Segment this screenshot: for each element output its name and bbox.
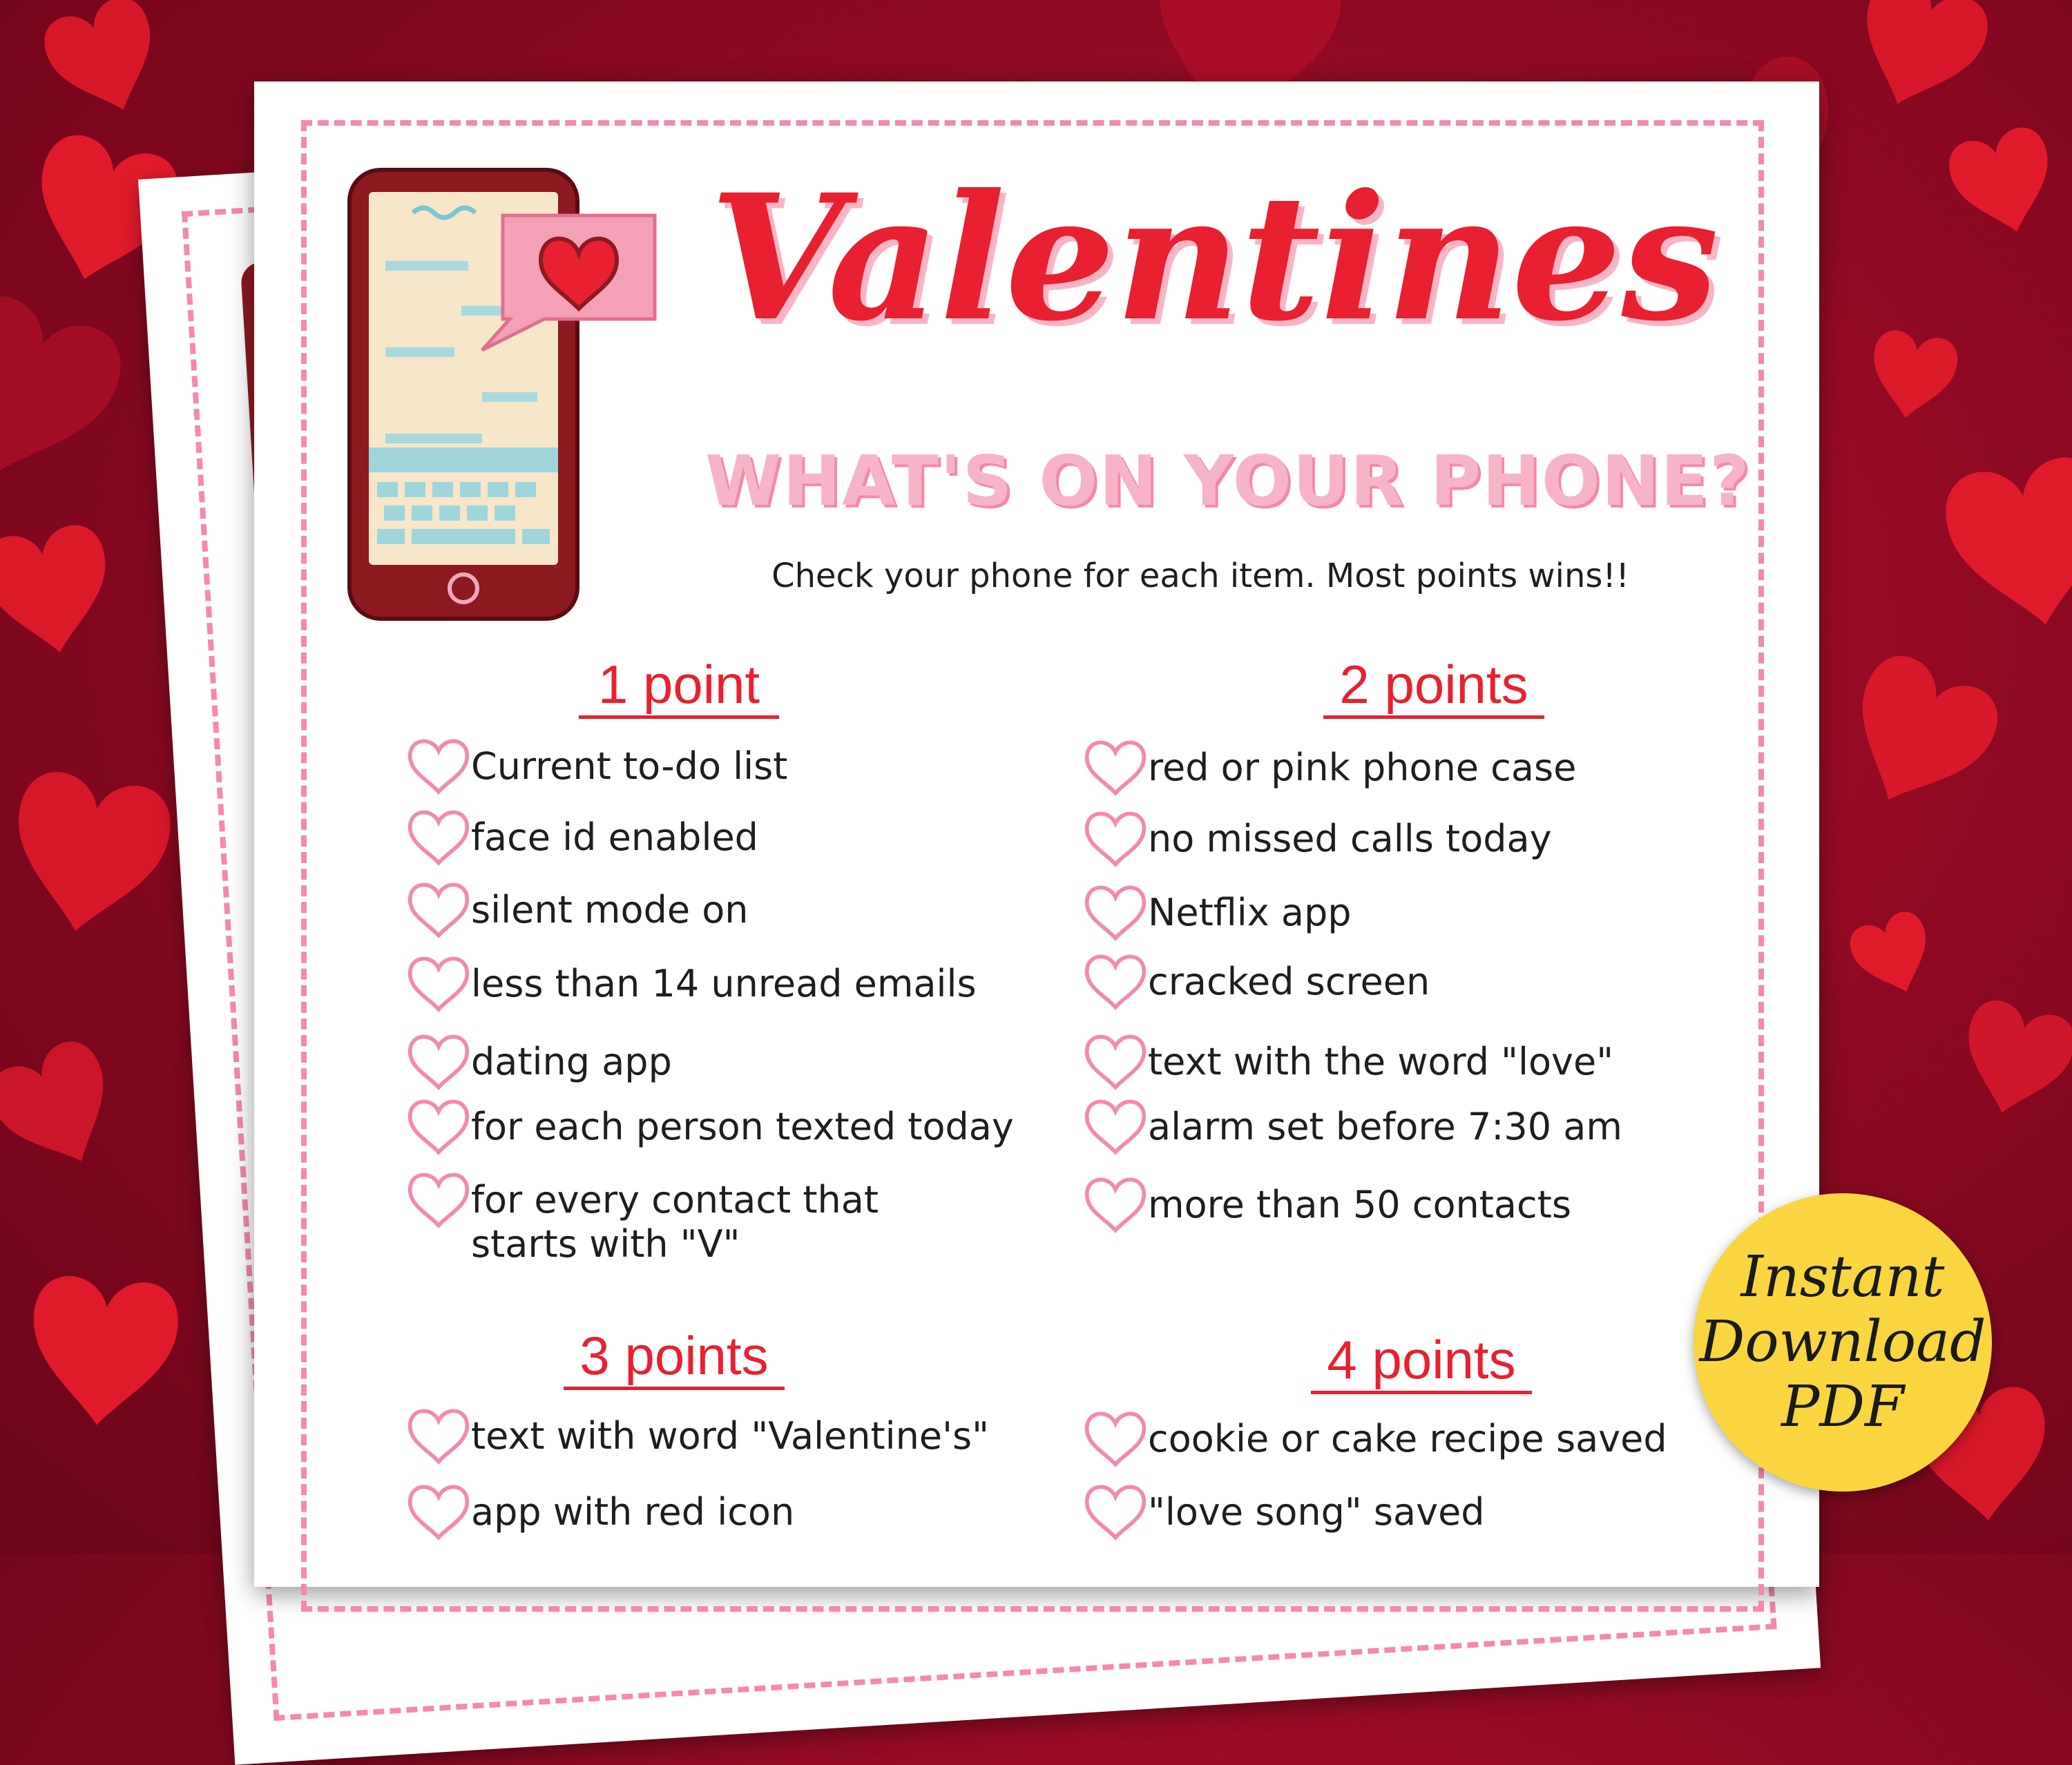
list-item[interactable] [1083,1490,1485,1543]
item-label: for every contact that starts with "V" [471,1178,879,1266]
list-item[interactable] [406,1040,672,1092]
list-item[interactable] [1083,817,1552,869]
heart-outline-icon[interactable] [406,1095,471,1157]
list-item[interactable] [406,1105,1014,1157]
list-item[interactable] [1083,746,1576,798]
section-title-3-points: 3 points [564,1324,785,1390]
badge-line-1: Instant [1740,1244,1945,1310]
heart-outline-icon[interactable] [406,735,471,797]
heart-outline-icon[interactable] [1083,807,1148,869]
badge-line-2: Download [1699,1309,1986,1375]
item-label: Current to-do list [471,744,788,788]
game-sheet [254,81,1819,1587]
heart-outline-icon[interactable] [1083,881,1148,943]
heart-outline-icon[interactable] [1083,1173,1148,1235]
section-title-4-points: 4 points [1311,1329,1532,1394]
item-label: cracked screen [1148,960,1430,1003]
item-label: alarm set before 7:30 am [1148,1105,1622,1148]
item-label: for each person texted today [471,1105,1014,1148]
heart-outline-icon[interactable] [1083,1481,1148,1543]
item-label: more than 50 contacts [1148,1183,1572,1226]
list-item[interactable] [1083,1183,1571,1235]
list-item[interactable] [1083,1040,1613,1092]
section-title-2-points: 2 points [1323,653,1544,719]
list-item[interactable] [406,1490,794,1543]
instructions: Check your phone for each item. Most points wins!! [771,557,1629,595]
list-item[interactable] [406,888,749,941]
item-label: Netflix app [1148,891,1352,934]
item-label: text with word "Valentine's" [471,1414,989,1458]
item-label: dating app [471,1040,672,1083]
heart-outline-icon[interactable] [406,1481,471,1543]
page-subtitle: WHAT'S ON YOUR PHONE? [705,441,1751,521]
item-label: app with red icon [471,1490,795,1534]
heart-outline-icon[interactable] [1083,950,1148,1012]
heart-message-bubble-icon [475,209,662,354]
heart-outline-icon[interactable] [406,1168,471,1231]
heart-outline-icon[interactable] [406,1030,471,1092]
list-item[interactable] [406,962,977,1014]
item-label: red or pink phone case [1148,746,1577,789]
list-item[interactable] [1083,960,1430,1012]
heart-outline-icon[interactable] [406,952,471,1014]
instant-download-badge [1694,1193,1992,1492]
item-label: face id enabled [471,816,758,859]
list-item[interactable] [406,744,787,797]
list-item[interactable] [406,1414,989,1467]
list-item[interactable] [1083,1417,1667,1469]
heart-outline-icon[interactable] [1083,736,1148,798]
item-label: "love song" saved [1148,1490,1485,1534]
list-item[interactable] [406,816,758,868]
heart-outline-icon[interactable] [1083,1030,1148,1092]
item-label: text with the word "love" [1148,1040,1614,1083]
list-item[interactable] [406,1178,879,1266]
heart-outline-icon[interactable] [406,878,471,941]
item-label: less than 14 unread emails [471,962,977,1005]
page-title: Valentines [709,156,1719,359]
list-item[interactable] [1083,1105,1622,1157]
item-label: silent mode on [471,888,749,932]
heart-outline-icon[interactable] [406,806,471,868]
badge-line-3: PDF [1781,1374,1904,1440]
heart-outline-icon[interactable] [1083,1095,1148,1157]
section-title-1-point: 1 point [579,653,779,719]
heart-outline-icon[interactable] [406,1405,471,1467]
item-label: no missed calls today [1148,817,1552,860]
list-item[interactable] [1083,891,1352,943]
item-label: cookie or cake recipe saved [1148,1417,1667,1460]
heart-outline-icon[interactable] [1083,1407,1148,1469]
